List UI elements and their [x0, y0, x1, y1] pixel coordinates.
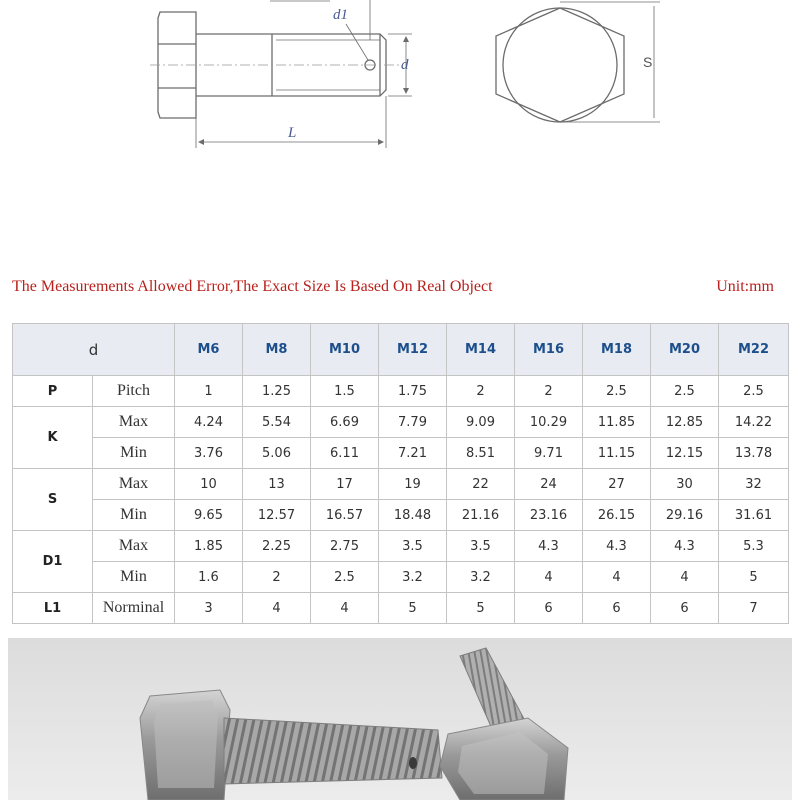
value-cell: 4.24	[175, 407, 243, 438]
value-cell: 6	[651, 593, 719, 624]
value-cell: 3.5	[379, 531, 447, 562]
value-cell: 3.2	[379, 562, 447, 593]
row-label: Min	[93, 500, 175, 531]
value-cell: 23.16	[515, 500, 583, 531]
value-cell: 1.6	[175, 562, 243, 593]
header-d: d	[13, 324, 175, 376]
value-cell: 6	[583, 593, 651, 624]
value-cell: 2.5	[311, 562, 379, 593]
value-cell: 7.79	[379, 407, 447, 438]
value-cell: 6.11	[311, 438, 379, 469]
value-cell: 12.15	[651, 438, 719, 469]
size-m6: M6	[175, 324, 243, 376]
label-d1: d1	[333, 7, 348, 23]
value-cell: 6	[515, 593, 583, 624]
value-cell: 3.5	[447, 531, 515, 562]
label-d: d	[401, 57, 409, 73]
value-cell: 5	[719, 562, 789, 593]
param-p: P	[13, 376, 93, 407]
table-row	[13, 438, 789, 469]
value-cell: 2	[515, 376, 583, 407]
measurement-notice: The Measurements Allowed Error,The Exact Size Is Based On Real Object	[12, 278, 493, 295]
value-cell: 9.09	[447, 407, 515, 438]
param-l1: L1	[13, 593, 93, 624]
value-cell: 4	[311, 593, 379, 624]
value-cell: 29.16	[651, 500, 719, 531]
size-m20: M20	[651, 324, 719, 376]
value-cell: 27	[583, 469, 651, 500]
size-m8: M8	[243, 324, 311, 376]
size-m18: M18	[583, 324, 651, 376]
value-cell: 13.78	[719, 438, 789, 469]
table-row	[13, 562, 789, 593]
value-cell: 1.85	[175, 531, 243, 562]
value-cell: 1.25	[243, 376, 311, 407]
value-cell: 7	[719, 593, 789, 624]
value-cell: 2.5	[719, 376, 789, 407]
row-label: Pitch	[93, 376, 175, 407]
value-cell: 3	[175, 593, 243, 624]
value-cell: 16.57	[311, 500, 379, 531]
value-cell: 14.22	[719, 407, 789, 438]
value-cell: 10.29	[515, 407, 583, 438]
hex-end-view	[496, 8, 624, 122]
row-label: Min	[93, 438, 175, 469]
size-m22: M22	[719, 324, 789, 376]
value-cell: 1	[175, 376, 243, 407]
product-photo	[8, 638, 792, 800]
row-label: Max	[93, 469, 175, 500]
value-cell: 26.15	[583, 500, 651, 531]
value-cell: 12.85	[651, 407, 719, 438]
value-cell: 4.3	[651, 531, 719, 562]
value-cell: 4	[515, 562, 583, 593]
value-cell: 5.3	[719, 531, 789, 562]
table-header-row	[13, 324, 789, 376]
value-cell: 22	[447, 469, 515, 500]
spec-table	[12, 323, 789, 624]
value-cell: 17	[311, 469, 379, 500]
value-cell: 5	[379, 593, 447, 624]
param-k: K	[13, 407, 93, 469]
value-cell: 2	[243, 562, 311, 593]
value-cell: 3.2	[447, 562, 515, 593]
value-cell: 3.76	[175, 438, 243, 469]
value-cell: 1.75	[379, 376, 447, 407]
size-m10: M10	[311, 324, 379, 376]
notice-bar	[12, 278, 782, 302]
value-cell: 11.85	[583, 407, 651, 438]
table-row	[13, 531, 789, 562]
value-cell: 2.5	[651, 376, 719, 407]
value-cell: 2.25	[243, 531, 311, 562]
size-m12: M12	[379, 324, 447, 376]
value-cell: 8.51	[447, 438, 515, 469]
value-cell: 12.57	[243, 500, 311, 531]
value-cell: 30	[651, 469, 719, 500]
value-cell: 4.3	[583, 531, 651, 562]
label-L: L	[288, 125, 297, 141]
value-cell: 24	[515, 469, 583, 500]
param-d1: D1	[13, 531, 93, 593]
value-cell: 31.61	[719, 500, 789, 531]
value-cell: 5.54	[243, 407, 311, 438]
value-cell: 21.16	[447, 500, 515, 531]
value-cell: 9.65	[175, 500, 243, 531]
value-cell: 1.5	[311, 376, 379, 407]
label-S: S	[643, 54, 653, 70]
table-row	[13, 376, 789, 407]
value-cell: 9.71	[515, 438, 583, 469]
row-label: Max	[93, 531, 175, 562]
table-row	[13, 500, 789, 531]
value-cell: 4	[243, 593, 311, 624]
value-cell: 2	[447, 376, 515, 407]
value-cell: 6.69	[311, 407, 379, 438]
value-cell: 2.5	[583, 376, 651, 407]
row-label: Min	[93, 562, 175, 593]
value-cell: 4.3	[515, 531, 583, 562]
size-m16: M16	[515, 324, 583, 376]
value-cell: 18.48	[379, 500, 447, 531]
value-cell: 19	[379, 469, 447, 500]
value-cell: 10	[175, 469, 243, 500]
row-label: Max	[93, 407, 175, 438]
value-cell: 7.21	[379, 438, 447, 469]
param-s: S	[13, 469, 93, 531]
row-label: Norminal	[93, 593, 175, 624]
value-cell: 13	[243, 469, 311, 500]
value-cell: 5.06	[243, 438, 311, 469]
size-m14: M14	[447, 324, 515, 376]
technical-drawing	[0, 0, 800, 170]
value-cell: 11.15	[583, 438, 651, 469]
table-row	[13, 407, 789, 438]
table-row	[13, 469, 789, 500]
unit-label: Unit:mm	[716, 278, 774, 295]
table-row	[13, 593, 789, 624]
value-cell: 5	[447, 593, 515, 624]
value-cell: 2.75	[311, 531, 379, 562]
value-cell: 32	[719, 469, 789, 500]
value-cell: 4	[583, 562, 651, 593]
value-cell: 4	[651, 562, 719, 593]
